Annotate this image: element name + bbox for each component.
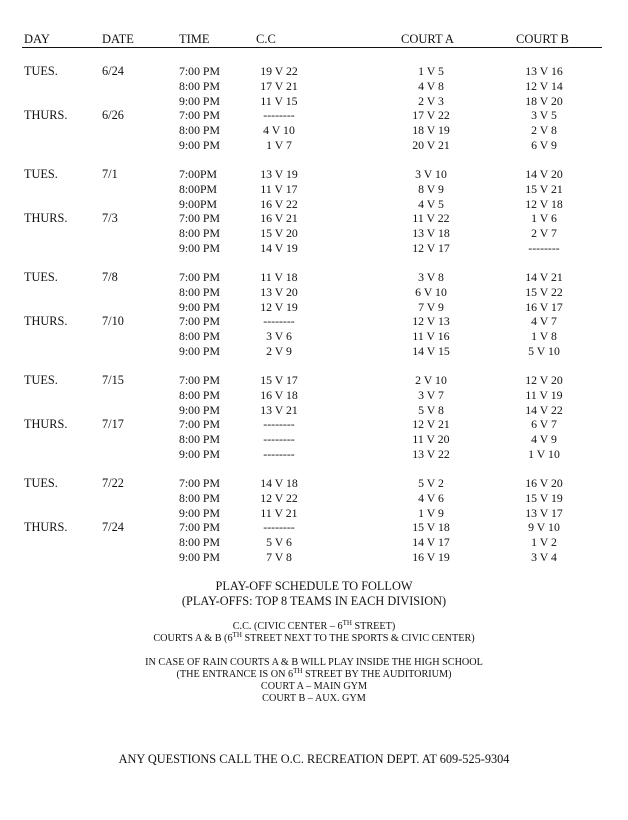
court-a-cell: 12 V 17 bbox=[412, 241, 450, 255]
court-b-cell: 16 V 20 bbox=[525, 476, 563, 490]
cc-cell: 13 V 19 bbox=[260, 167, 298, 181]
table-row bbox=[0, 506, 628, 521]
court-a-cell: 14 V 15 bbox=[412, 344, 450, 358]
court-a-cell: 17 V 22 bbox=[412, 108, 450, 122]
time-cell: 8:00 PM bbox=[179, 388, 220, 402]
table-row bbox=[0, 329, 628, 344]
cc-cell: 17 V 21 bbox=[260, 79, 298, 93]
court-b-cell: 14 V 21 bbox=[525, 270, 563, 284]
date-cell: 7/22 bbox=[102, 476, 124, 490]
court-a-cell: 4 V 6 bbox=[418, 491, 444, 505]
court-b-cell: 12 V 14 bbox=[525, 79, 563, 93]
time-cell: 8:00 PM bbox=[179, 123, 220, 137]
court-b-cell: 13 V 17 bbox=[525, 506, 563, 520]
cc-cell: 15 V 17 bbox=[260, 373, 298, 387]
time-cell: 8:00 PM bbox=[179, 535, 220, 549]
time-cell: 7:00PM bbox=[179, 167, 218, 181]
header-rule bbox=[22, 47, 602, 48]
rain-notice bbox=[0, 657, 628, 705]
time-cell: 9:00 PM bbox=[179, 403, 220, 417]
court-a-cell: 7 V 9 bbox=[418, 300, 444, 314]
cc-cell: -------- bbox=[263, 108, 295, 122]
court-a-cell: 15 V 18 bbox=[412, 520, 450, 534]
cc-cell: 11 V 18 bbox=[260, 270, 298, 284]
court-a-cell: 12 V 21 bbox=[412, 417, 450, 431]
court-b-cell: -------- bbox=[528, 241, 560, 255]
table-row bbox=[0, 226, 628, 241]
day-cell: THURS. bbox=[24, 211, 68, 225]
playoff-notice bbox=[0, 579, 628, 609]
table-row bbox=[0, 285, 628, 300]
table-row bbox=[0, 373, 628, 388]
cc-cell: 14 V 19 bbox=[260, 241, 298, 255]
table-row bbox=[0, 476, 628, 491]
court-b-cell: 6 V 7 bbox=[531, 417, 557, 431]
time-cell: 7:00 PM bbox=[179, 520, 220, 534]
court-a-cell: 3 V 8 bbox=[418, 270, 444, 284]
time-cell: 8:00 PM bbox=[179, 226, 220, 240]
date-cell: 7/24 bbox=[102, 520, 124, 534]
table-row bbox=[0, 94, 628, 109]
cc-cell: 4 V 10 bbox=[263, 123, 295, 137]
table-row bbox=[0, 491, 628, 506]
ordinal-suffix: TH bbox=[342, 619, 352, 627]
court-b-cell: 3 V 4 bbox=[531, 550, 557, 564]
time-cell: 8:00 PM bbox=[179, 432, 220, 446]
day-cell: TUES. bbox=[24, 476, 58, 490]
time-cell: 8:00 PM bbox=[179, 285, 220, 299]
time-cell: 9:00PM bbox=[179, 197, 218, 211]
court-b-cell: 9 V 10 bbox=[528, 520, 560, 534]
court-b-cell: 6 V 9 bbox=[531, 138, 557, 152]
court-a-cell: 13 V 18 bbox=[412, 226, 450, 240]
court-b-cell: 15 V 22 bbox=[525, 285, 563, 299]
ordinal-suffix: TH bbox=[232, 631, 242, 639]
cc-cell: 13 V 21 bbox=[260, 403, 298, 417]
day-cell: TUES. bbox=[24, 270, 58, 284]
time-cell: 8:00PM bbox=[179, 182, 218, 196]
time-cell: 9:00 PM bbox=[179, 94, 220, 108]
table-row bbox=[0, 79, 628, 94]
contact-footer: ANY QUESTIONS CALL THE O.C. RECREATION DEPT. AT 609-525-9304 bbox=[118, 752, 510, 766]
cc-cell: 16 V 18 bbox=[260, 388, 298, 402]
court-b-cell: 12 V 20 bbox=[525, 373, 563, 387]
court-a-cell: 11 V 20 bbox=[412, 432, 450, 446]
cc-cell: 12 V 19 bbox=[260, 300, 298, 314]
day-cell: THURS. bbox=[24, 314, 68, 328]
court-a-cell: 5 V 8 bbox=[418, 403, 444, 417]
court-b-cell: 1 V 8 bbox=[531, 329, 557, 343]
time-cell: 7:00 PM bbox=[179, 373, 220, 387]
ordinal-suffix: TH bbox=[293, 667, 303, 675]
table-row bbox=[0, 241, 628, 256]
table-row bbox=[0, 182, 628, 197]
table-row bbox=[0, 432, 628, 447]
table-row bbox=[0, 300, 628, 315]
cc-cell: 13 V 20 bbox=[260, 285, 298, 299]
court-a-gym-line: COURT A – MAIN GYM bbox=[260, 681, 368, 692]
cc-cell: -------- bbox=[263, 447, 295, 461]
date-cell: 7/17 bbox=[102, 417, 124, 431]
table-row bbox=[0, 64, 628, 79]
time-cell: 7:00 PM bbox=[179, 270, 220, 284]
cc-cell: 11 V 17 bbox=[260, 182, 298, 196]
day-cell: THURS. bbox=[24, 417, 68, 431]
court-b-cell: 1 V 10 bbox=[528, 447, 560, 461]
table-row bbox=[0, 417, 628, 432]
table-row bbox=[0, 314, 628, 329]
table-row bbox=[0, 108, 628, 123]
cc-cell: 7 V 8 bbox=[266, 550, 292, 564]
cc-cell: -------- bbox=[263, 520, 295, 534]
court-a-cell: 16 V 19 bbox=[412, 550, 450, 564]
time-cell: 7:00 PM bbox=[179, 476, 220, 490]
court-a-cell: 1 V 5 bbox=[418, 64, 444, 78]
court-b-cell: 18 V 20 bbox=[525, 94, 563, 108]
header-court-a: COURT A bbox=[401, 32, 454, 46]
cc-cell: 14 V 18 bbox=[260, 476, 298, 490]
cc-cell: 2 V 9 bbox=[266, 344, 292, 358]
court-b-cell: 13 V 16 bbox=[525, 64, 563, 78]
court-a-cell: 18 V 19 bbox=[412, 123, 450, 137]
table-row bbox=[0, 447, 628, 462]
time-cell: 9:00 PM bbox=[179, 241, 220, 255]
court-a-cell: 11 V 16 bbox=[412, 329, 450, 343]
cc-cell: 11 V 15 bbox=[260, 94, 298, 108]
courts-text: COURTS A & B (6 bbox=[153, 633, 233, 644]
time-cell: 9:00 PM bbox=[179, 506, 220, 520]
time-cell: 7:00 PM bbox=[179, 417, 220, 431]
header-date: DATE bbox=[102, 32, 134, 46]
court-b-cell: 4 V 9 bbox=[531, 432, 557, 446]
time-cell: 8:00 PM bbox=[179, 329, 220, 343]
court-a-cell: 2 V 3 bbox=[418, 94, 444, 108]
court-b-cell: 2 V 8 bbox=[531, 123, 557, 137]
table-row bbox=[0, 388, 628, 403]
date-cell: 6/26 bbox=[102, 108, 124, 122]
court-b-cell: 1 V 6 bbox=[531, 211, 557, 225]
header-court-b: COURT B bbox=[516, 32, 569, 46]
date-cell: 7/3 bbox=[102, 211, 118, 225]
court-a-cell: 20 V 21 bbox=[412, 138, 450, 152]
cc-cell: 16 V 22 bbox=[260, 197, 298, 211]
time-cell: 9:00 PM bbox=[179, 138, 220, 152]
entrance-line bbox=[0, 669, 628, 681]
playoff-line: PLAY-OFF SCHEDULE TO FOLLOW bbox=[215, 579, 413, 593]
court-b-cell: 12 V 18 bbox=[525, 197, 563, 211]
court-b-cell: 1 V 2 bbox=[531, 535, 557, 549]
cc-cell: 5 V 6 bbox=[266, 535, 292, 549]
cc-cell: -------- bbox=[263, 314, 295, 328]
court-a-cell: 6 V 10 bbox=[415, 285, 447, 299]
court-b-cell: 4 V 7 bbox=[531, 314, 557, 328]
header-cc: C.C bbox=[256, 32, 276, 46]
court-b-cell: 14 V 20 bbox=[525, 167, 563, 181]
table-row bbox=[0, 403, 628, 418]
court-b-cell: 11 V 19 bbox=[525, 388, 563, 402]
entrance-text: (THE ENTRANCE IS ON 6 bbox=[176, 669, 294, 680]
court-a-cell: 3 V 7 bbox=[418, 388, 444, 402]
court-a-cell: 14 V 17 bbox=[412, 535, 450, 549]
table-row bbox=[0, 535, 628, 550]
table-row bbox=[0, 123, 628, 138]
date-cell: 7/10 bbox=[102, 314, 124, 328]
court-a-cell: 12 V 13 bbox=[412, 314, 450, 328]
table-row bbox=[0, 167, 628, 182]
entrance-text-end: STREET BY THE AUDITORIUM) bbox=[302, 669, 452, 680]
court-b-cell: 15 V 21 bbox=[525, 182, 563, 196]
court-b-cell: 14 V 22 bbox=[525, 403, 563, 417]
time-cell: 9:00 PM bbox=[179, 447, 220, 461]
playoff-criteria-line: (PLAY-OFFS: TOP 8 TEAMS IN EACH DIVISION) bbox=[181, 594, 447, 608]
day-cell: THURS. bbox=[24, 108, 68, 122]
court-a-cell: 4 V 5 bbox=[418, 197, 444, 211]
table-row bbox=[0, 138, 628, 153]
cc-cell: 3 V 6 bbox=[266, 329, 292, 343]
table-row bbox=[0, 344, 628, 359]
cc-cell: -------- bbox=[263, 432, 295, 446]
time-cell: 7:00 PM bbox=[179, 211, 220, 225]
cc-cell: 16 V 21 bbox=[260, 211, 298, 225]
court-a-cell: 3 V 10 bbox=[415, 167, 447, 181]
day-cell: TUES. bbox=[24, 373, 58, 387]
court-a-cell: 2 V 10 bbox=[415, 373, 447, 387]
cc-cell: 1 V 7 bbox=[266, 138, 292, 152]
court-b-cell: 5 V 10 bbox=[528, 344, 560, 358]
civic-center-text-end: STREET) bbox=[351, 621, 396, 632]
civic-center-text: C.C. (CIVIC CENTER – 6 bbox=[232, 621, 343, 632]
court-b-gym-line: COURT B – AUX. GYM bbox=[262, 693, 366, 704]
civic-center-line bbox=[0, 621, 628, 633]
time-cell: 7:00 PM bbox=[179, 108, 220, 122]
cc-cell: 15 V 20 bbox=[260, 226, 298, 240]
table-row bbox=[0, 520, 628, 535]
court-a-cell: 5 V 2 bbox=[418, 476, 444, 490]
cc-cell: -------- bbox=[263, 417, 295, 431]
date-cell: 7/8 bbox=[102, 270, 118, 284]
time-cell: 8:00 PM bbox=[179, 491, 220, 505]
time-cell: 7:00 PM bbox=[179, 314, 220, 328]
court-a-cell: 1 V 9 bbox=[418, 506, 444, 520]
cc-cell: 11 V 21 bbox=[260, 506, 298, 520]
courts-line bbox=[0, 633, 628, 645]
header-day: DAY bbox=[24, 32, 50, 46]
time-cell: 9:00 PM bbox=[179, 550, 220, 564]
court-a-cell: 11 V 22 bbox=[412, 211, 450, 225]
time-cell: 9:00 PM bbox=[179, 344, 220, 358]
day-cell: TUES. bbox=[24, 167, 58, 181]
day-cell: THURS. bbox=[24, 520, 68, 534]
day-cell: TUES. bbox=[24, 64, 58, 78]
cc-cell: 12 V 22 bbox=[260, 491, 298, 505]
table-row bbox=[0, 550, 628, 565]
date-cell: 6/24 bbox=[102, 64, 124, 78]
locations-notice bbox=[0, 621, 628, 645]
court-b-cell: 15 V 19 bbox=[525, 491, 563, 505]
cc-cell: 19 V 22 bbox=[260, 64, 298, 78]
time-cell: 9:00 PM bbox=[179, 300, 220, 314]
time-cell: 7:00 PM bbox=[179, 64, 220, 78]
table-row bbox=[0, 197, 628, 212]
header-time: TIME bbox=[179, 32, 210, 46]
court-a-cell: 8 V 9 bbox=[418, 182, 444, 196]
courts-text-end: STREET NEXT TO THE SPORTS & CIVIC CENTER) bbox=[241, 633, 475, 644]
date-cell: 7/1 bbox=[102, 167, 118, 181]
court-b-cell: 2 V 7 bbox=[531, 226, 557, 240]
table-row bbox=[0, 211, 628, 226]
court-a-cell: 4 V 8 bbox=[418, 79, 444, 93]
rain-line: IN CASE OF RAIN COURTS A & B WILL PLAY INSIDE THE HIGH SCHOOL bbox=[145, 657, 483, 668]
court-b-cell: 3 V 5 bbox=[531, 108, 557, 122]
court-b-cell: 16 V 17 bbox=[525, 300, 563, 314]
time-cell: 8:00 PM bbox=[179, 79, 220, 93]
table-row bbox=[0, 270, 628, 285]
court-a-cell: 13 V 22 bbox=[412, 447, 450, 461]
date-cell: 7/15 bbox=[102, 373, 124, 387]
